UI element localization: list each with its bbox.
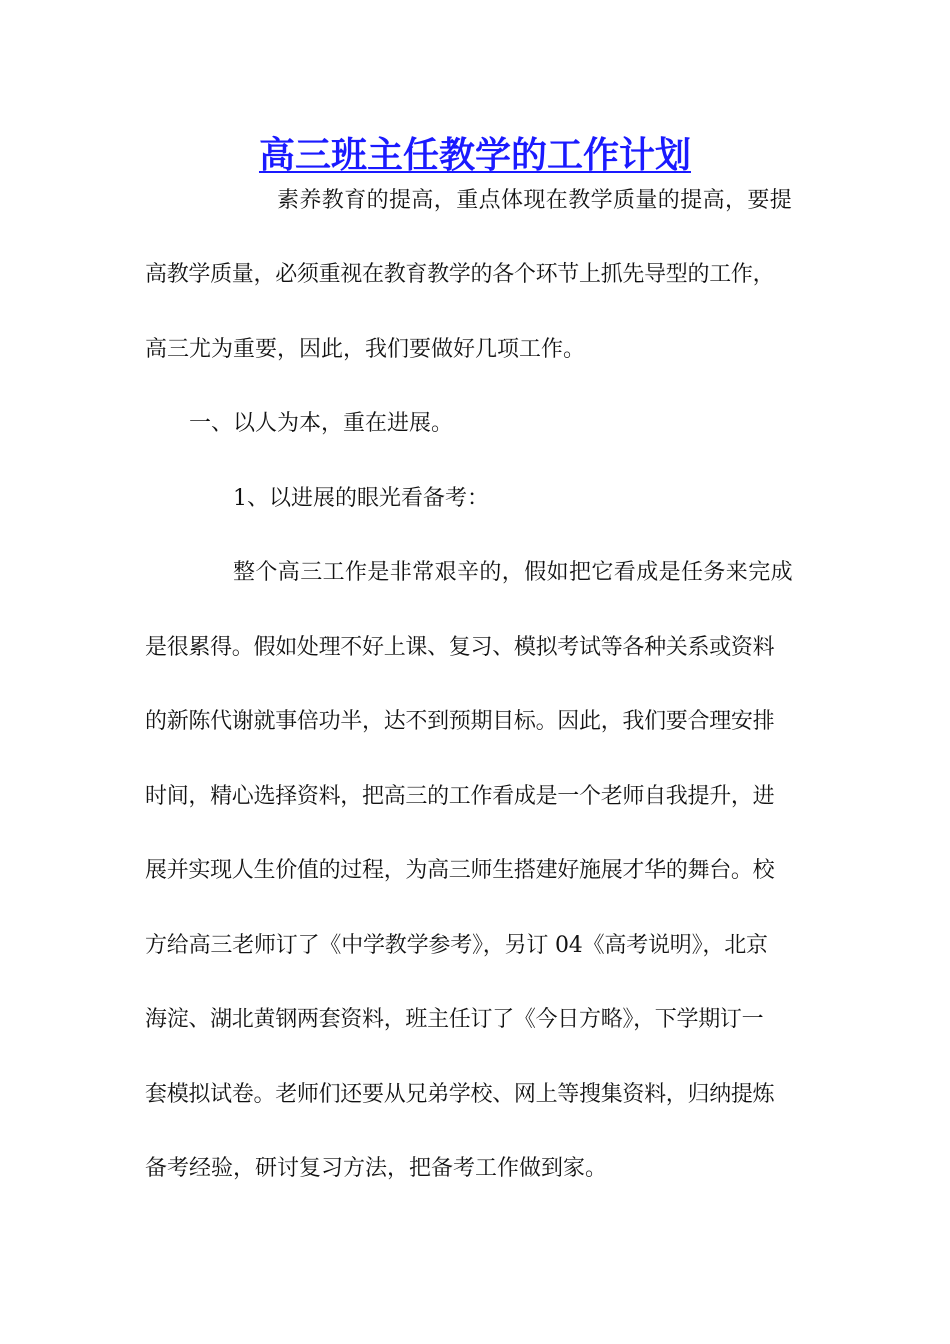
paragraph-line: 是很累得。假如处理不好上课、复习、模拟考试等各种关系或资料: [145, 635, 775, 660]
paragraph-line: 的新陈代谢就事倍功半，达不到预期目标。因此，我们要合理安排: [145, 709, 775, 734]
paragraph-line: 备考经验，研讨复习方法，把备考工作做到家。: [145, 1156, 608, 1181]
paragraph-line: 方给高三老师订了《中学教学参考》，另订 04《高考说明》，北京: [145, 933, 768, 958]
paragraph-line: 高三尤为重要，因此，我们要做好几项工作。: [145, 337, 586, 362]
document-title: 高三班主任教学的工作计划: [258, 134, 691, 176]
paragraph-line: 整个高三工作是非常艰辛的，假如把它看成是任务来完成: [233, 560, 794, 585]
paragraph-line: 时间，精心选择资料，把高三的工作看成是一个老师自我提升，进: [145, 784, 775, 809]
paragraph-line: 素养教育的提高，重点体现在教学质量的提高，要提: [277, 188, 793, 213]
paragraph-line: 展并实现人生价值的过程，为高三师生搭建好施展才华的舞台。校: [145, 858, 775, 883]
paragraph-line: 海淀、湖北黄钢两套资料，班主任订了《今日方略》，下学期订一: [145, 1007, 764, 1032]
paragraph-line: 套模拟试卷。老师们还要从兄弟学校、网上等搜集资料，归纳提炼: [145, 1082, 775, 1107]
section-heading: 一、以人为本，重在进展。: [189, 411, 454, 436]
subsection-heading: 1、以进展的眼光看备考：: [233, 486, 489, 511]
paragraph-line: 高教学质量，必须重视在教育教学的各个环节上抓先导型的工作，: [145, 262, 775, 287]
